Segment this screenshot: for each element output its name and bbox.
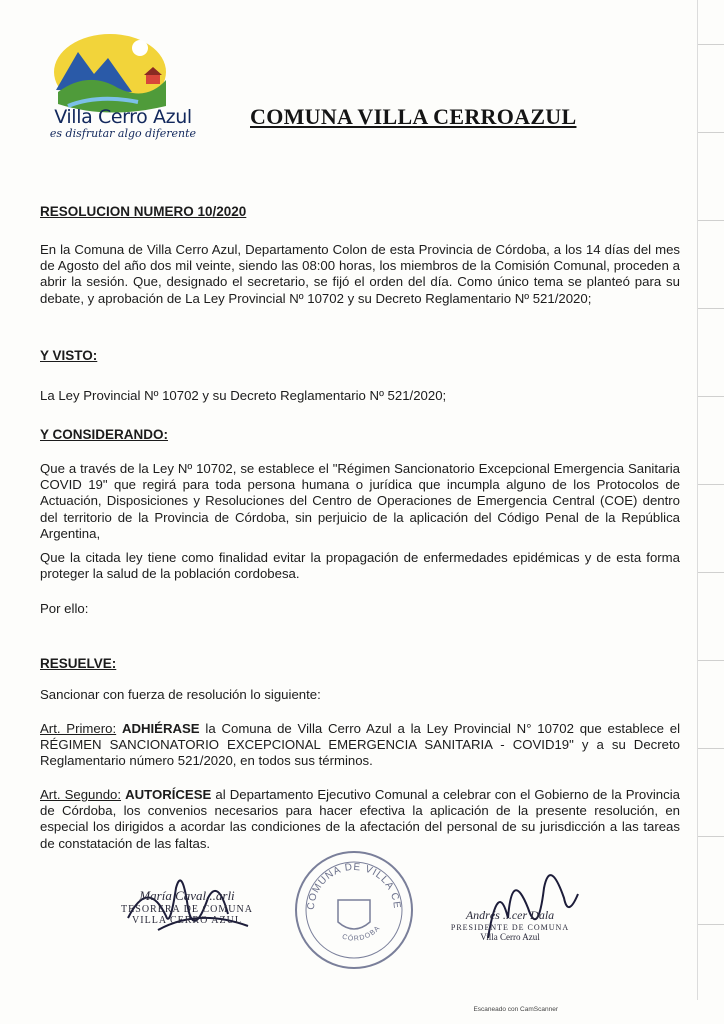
resuelve-heading: RESUELVE: [40,656,117,671]
considerando-paragraph-3: Por ello: [40,601,89,616]
logo-house-icon [146,74,160,84]
right-signatory-role: PRESIDENTE DE COMUNA [450,923,570,932]
visto-heading: Y VISTO: [40,348,98,363]
logo-sun-icon [132,40,148,56]
scanner-watermark: Escaneado con CamScanner [473,1006,558,1013]
article-primero-keyword: ADHIÉRASE [121,721,200,736]
seal-bottom-text: CÓRDOBA [341,924,382,943]
right-signature-block [430,908,590,942]
resuelve-intro: Sancionar con fuerza de resolución lo siguiente: [40,687,321,702]
left-signature-block [92,888,282,926]
intro-paragraph: En la Comuna de Villa Cerro Azul, Departamento Colon de esta Provincia de Córdoba, a los 14 días del mes de Agosto del año dos mil veinte, siendo las 08:00 horas, los miembros de la Comisión Comunal, proceden a abrir la sesión. Que, designado el secretario, se fijó el orden del día. Como único tema se planteó para su debate, y aprobación de La Ley Provincial Nº 10702 y su Decreto Reglamentario Nº 521/2020; [40,242,680,306]
right-signatory-place: Villa Cerro Azul [480,932,540,942]
logo-name: Villa Cerro Azul [54,106,192,128]
left-signatory-role: TESORERA DE COMUNA [121,904,253,915]
seal-shield-icon [338,900,370,929]
left-signatory-name: María Caval...arli [139,888,235,903]
article-segundo [40,787,680,852]
article-segundo-text: al Departamento Ejecutivo Comunal a celebrar con el Gobierno de la Provincia de Córdoba, los convenios necesarios para hacer efectiva la aplicación de la presente resolución, en especial los dirigidos a acordar las condiciones de la afectación del personal de su jurisdicción a las tareas de constatación de las faltas. [40,787,680,851]
seal-text: COMUNA DE VILLA CERRO AZUL [287,840,403,911]
article-primero-text: la Comuna de Villa Cerro Azul a la Ley Provincial N° 10702 que establece el RÉGIMEN SANCIONATORIO EXCEPCIONAL EMERGENCIA SANITARIA - COVID19" y a su Decreto Reglamentario número 521/2020, en todos sus términos. [40,721,681,769]
article-segundo-label: Art. Segundo: [40,787,122,802]
page-title: COMUNA VILLA CERROAZUL [250,104,577,129]
visto-text: La Ley Provincial Nº 10702 y su Decreto Reglamentario Nº 521/2020; [40,388,447,403]
considerando-heading: Y CONSIDERANDO: [40,427,169,442]
resolution-number: RESOLUCION NUMERO 10/2020 [40,204,247,219]
article-segundo-keyword: AUTORÍCESE [125,787,212,802]
article-primero [40,721,680,770]
left-signatory-place: VILLA CERRO AZUL [132,915,242,926]
considerando-paragraph-1: Que a través de la Ley Nº 10702, se establece el "Régimen Sancionatorio Excepcional Emergencia Sanitaria COVID 19" que regirá para toda persona humana o jurídica que incumpla alguno de los Protocolos de Actuación, Disposiciones y Resoluciones del Centro de Operaciones de Emergencia Central (COE) dentro del territorio de la Provincia de Córdoba, sin perjuicio de la aplicación del Código Penal de la República Argentina, [40,461,680,541]
logo-tagline: es disfrutar algo diferente [49,127,197,140]
right-signatory-name: Andrés ...cer Dala [465,908,555,922]
considerando-paragraph-2: Que la citada ley tiene como finalidad evitar la propagación de enfermedades epidémicas y de esta forma proteger la salud de la población cordobesa. [40,550,680,582]
logo-text [48,106,198,140]
page-edge-shadow [697,0,724,1000]
article-primero-label: Art. Primero: [40,721,117,736]
official-seal [287,840,416,972]
